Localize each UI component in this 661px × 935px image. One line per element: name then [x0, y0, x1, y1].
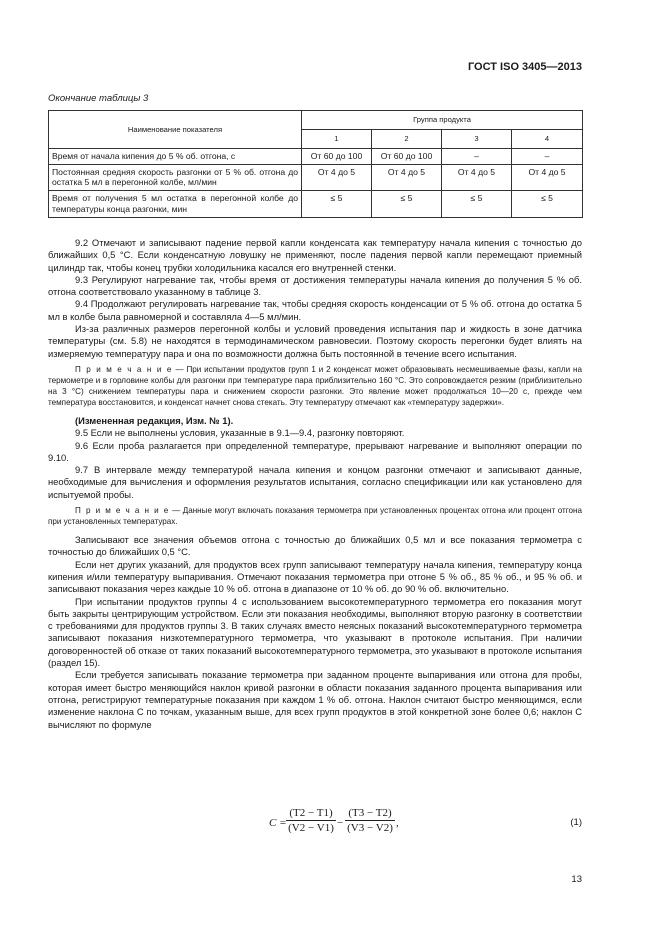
table-row	[49, 164, 583, 190]
paragraph-9-7: 9.7 В интервале между температурой начала кипения и концом разгонки отмечают и записывают данные, необходимые для вычисления и оформления результатов испытания, согласно спецификации или как установлено для испытуемой пробы.	[48, 464, 582, 500]
paragraph-group-4: При испытании продуктов группы 4 с использованием высокотемпературного термометра его показания могут быть закрыты центрирующим устройством. Если эти показания необходимы, выполняют вторую разгонку в соответствии с требованиями для продуктов группы 3. В таких случаях вместо неясных показаний высокотемпературного термометра записывают показания низкотемпературного термометра, что указывают в протоколе испытания. При наличии договоренностей об отказе от таких показаний высокотемпературного термометра, это указывают в протоколе испытания (раздел 15).	[48, 595, 582, 669]
note-text: — При испытании продуктов групп 1 и 2 конденсат может образовывать несмешиваемые фазы, капли на термометре и в горловине колбы для разгонки при температуре пара приблизительно 160 °С. Это сопровождается резким (приблизительно на 3 °С) снижением температуры пара и снижением скорости разгонки. Это явление может продолжаться 10—20 с, прежде чем температура восстановится, и конденсат начнет снова стекать. Эту температуру отмечают как «температуру задержки».	[48, 364, 582, 407]
paragraph-9-4-explanation: Из-за различных размеров перегонной колбы и условий проведения испытания пар и жидкость в зоне датчика температуры (см. 5.8) не находятся в термодинамическом равновесии. Поэтому скорость перегонки будет влиять на измеряемую температуру пара и она по возможности должна быть постоянной в течение всего испытания.	[48, 323, 582, 359]
table-cell: –	[442, 149, 512, 165]
formula-fraction-2	[345, 807, 395, 834]
table-cell: ≤ 5	[372, 191, 442, 217]
formula-comma: ,	[396, 817, 399, 829]
table-cell: От 60 до 100	[372, 149, 442, 165]
table-cell: От 4 до 5	[442, 164, 512, 190]
table-header-group: Группа продукта	[302, 111, 583, 130]
table-caption: Окончание таблицы 3	[48, 93, 149, 104]
formula-numerator: (T3 − T2)	[345, 807, 395, 821]
table-group-3: 3	[442, 130, 512, 149]
table-cell-name: Время от получения 5 мл остатка в перегонной колбе до температуры конца разгонки, мин	[49, 191, 302, 217]
standard-header: ГОСТ ISO 3405—2013	[467, 61, 582, 73]
table-3	[48, 110, 583, 218]
table-cell-name: Постоянная средняя скорость разгонки от 5 % об. отгона до остатка 5 мл в перегонной колбе, мл/мин	[49, 164, 302, 190]
body-text	[48, 237, 582, 731]
paragraph-slope: Если требуется записывать показание термометра при заданном проценте выпаривания или отгона для пробы, которая имеет быстро меняющийся наклон кривой разгонки в области показания заданного процента выпаривания или отгона, регистрируют температурные показания при каждом 1 % об. отгона. Наклон считают быстро меняющимся, если изменение наклона С по точкам, указанным выше, для всех групп продуктов в этой конкретной зоне более 0,6; наклон С вычисляют по формуле	[48, 669, 582, 730]
paragraph-9-4: 9.4 Продолжают регулировать нагревание так, чтобы средняя скорость конденсации от 5 % об. отгона до остатка 5 мл в колбе была равномерной и составляла 4—5 мл/мин.	[48, 298, 582, 322]
note-text: — Данные могут включать показания термометра при установленных процентах отгона или процент отгона при установленных температурах.	[48, 506, 582, 527]
page-number: 13	[571, 874, 582, 885]
paragraph-9-3: 9.3 Регулируют нагревание так, чтобы время от достижения температуры начала кипения до получения 5 % об. отгона соответствовало указанному в таблице 3.	[48, 273, 582, 298]
table-cell-name: Время от начала кипения до 5 % об. отгона, с	[49, 149, 302, 165]
paragraph-default-points: Если нет других указаний, для продуктов всех групп записывают температуру начала кипения, температуру конца кипения и/или температуру выпаривания. Отмечают показания термометра при отгоне 5 % об., 85 % об., и 95 % об. и записывают показания через каждые 10 % об. отгона в диапазоне от 10 % об. до 90 % об. включительно.	[48, 558, 582, 595]
formula-fraction-1	[286, 807, 336, 834]
paragraph-9-2: 9.2 Отмечают и записывают падение первой капли конденсата как температуру начала кипения с точностью до ближайших 0,5 °С. Если конденсатную ловушку не применяют, после падения первой капли перемещают приемный цилиндр так, чтобы конец трубки холодильника касался его внутренней стенки.	[48, 237, 582, 273]
table-row	[49, 191, 583, 217]
formula-1	[0, 807, 661, 847]
formula-numerator: (T2 − T1)	[286, 807, 336, 821]
table-row	[49, 149, 583, 165]
note-1	[48, 364, 582, 408]
formula-denominator: (V3 − V2)	[347, 822, 393, 834]
table-cell: ≤ 5	[512, 191, 583, 217]
table-cell: ≤ 5	[302, 191, 372, 217]
note-label: П р и м е ч а н и е	[75, 364, 173, 374]
paragraph-9-6: 9.6 Если проба разлагается при определенной температуре, прерывают нагревание и выполняют операции по 9.10.	[48, 439, 582, 463]
formula-denominator: (V2 − V1)	[288, 822, 334, 834]
table-cell: От 60 до 100	[302, 149, 372, 165]
table-header-indicator: Наименование показателя	[49, 111, 302, 149]
table-cell: ≤ 5	[442, 191, 512, 217]
note-label: П р и м е ч а н и е	[75, 506, 170, 516]
table-cell: От 4 до 5	[372, 164, 442, 190]
table-group-1: 1	[302, 130, 372, 149]
table-cell: От 4 до 5	[302, 164, 372, 190]
formula-minus: −	[337, 817, 344, 829]
formula-lhs: C =	[269, 817, 287, 829]
paragraph-9-5: 9.5 Если не выполнены условия, указанные в 9.1—9.4, разгонку повторяют.	[75, 427, 405, 439]
table-cell: –	[512, 149, 583, 165]
table-group-2: 2	[372, 130, 442, 149]
note-2	[48, 505, 582, 527]
amendment-note: (Измененная редакция, Изм. № 1).	[75, 414, 234, 426]
paragraph-recording: Записывают все значения объемов отгона с точностью до ближайших 0,5 мл и все показания термометра с точностью до ближайших 0,5 °С.	[48, 534, 582, 558]
formula-number: (1)	[570, 817, 582, 828]
table-group-4: 4	[512, 130, 583, 149]
table-cell: От 4 до 5	[512, 164, 583, 190]
